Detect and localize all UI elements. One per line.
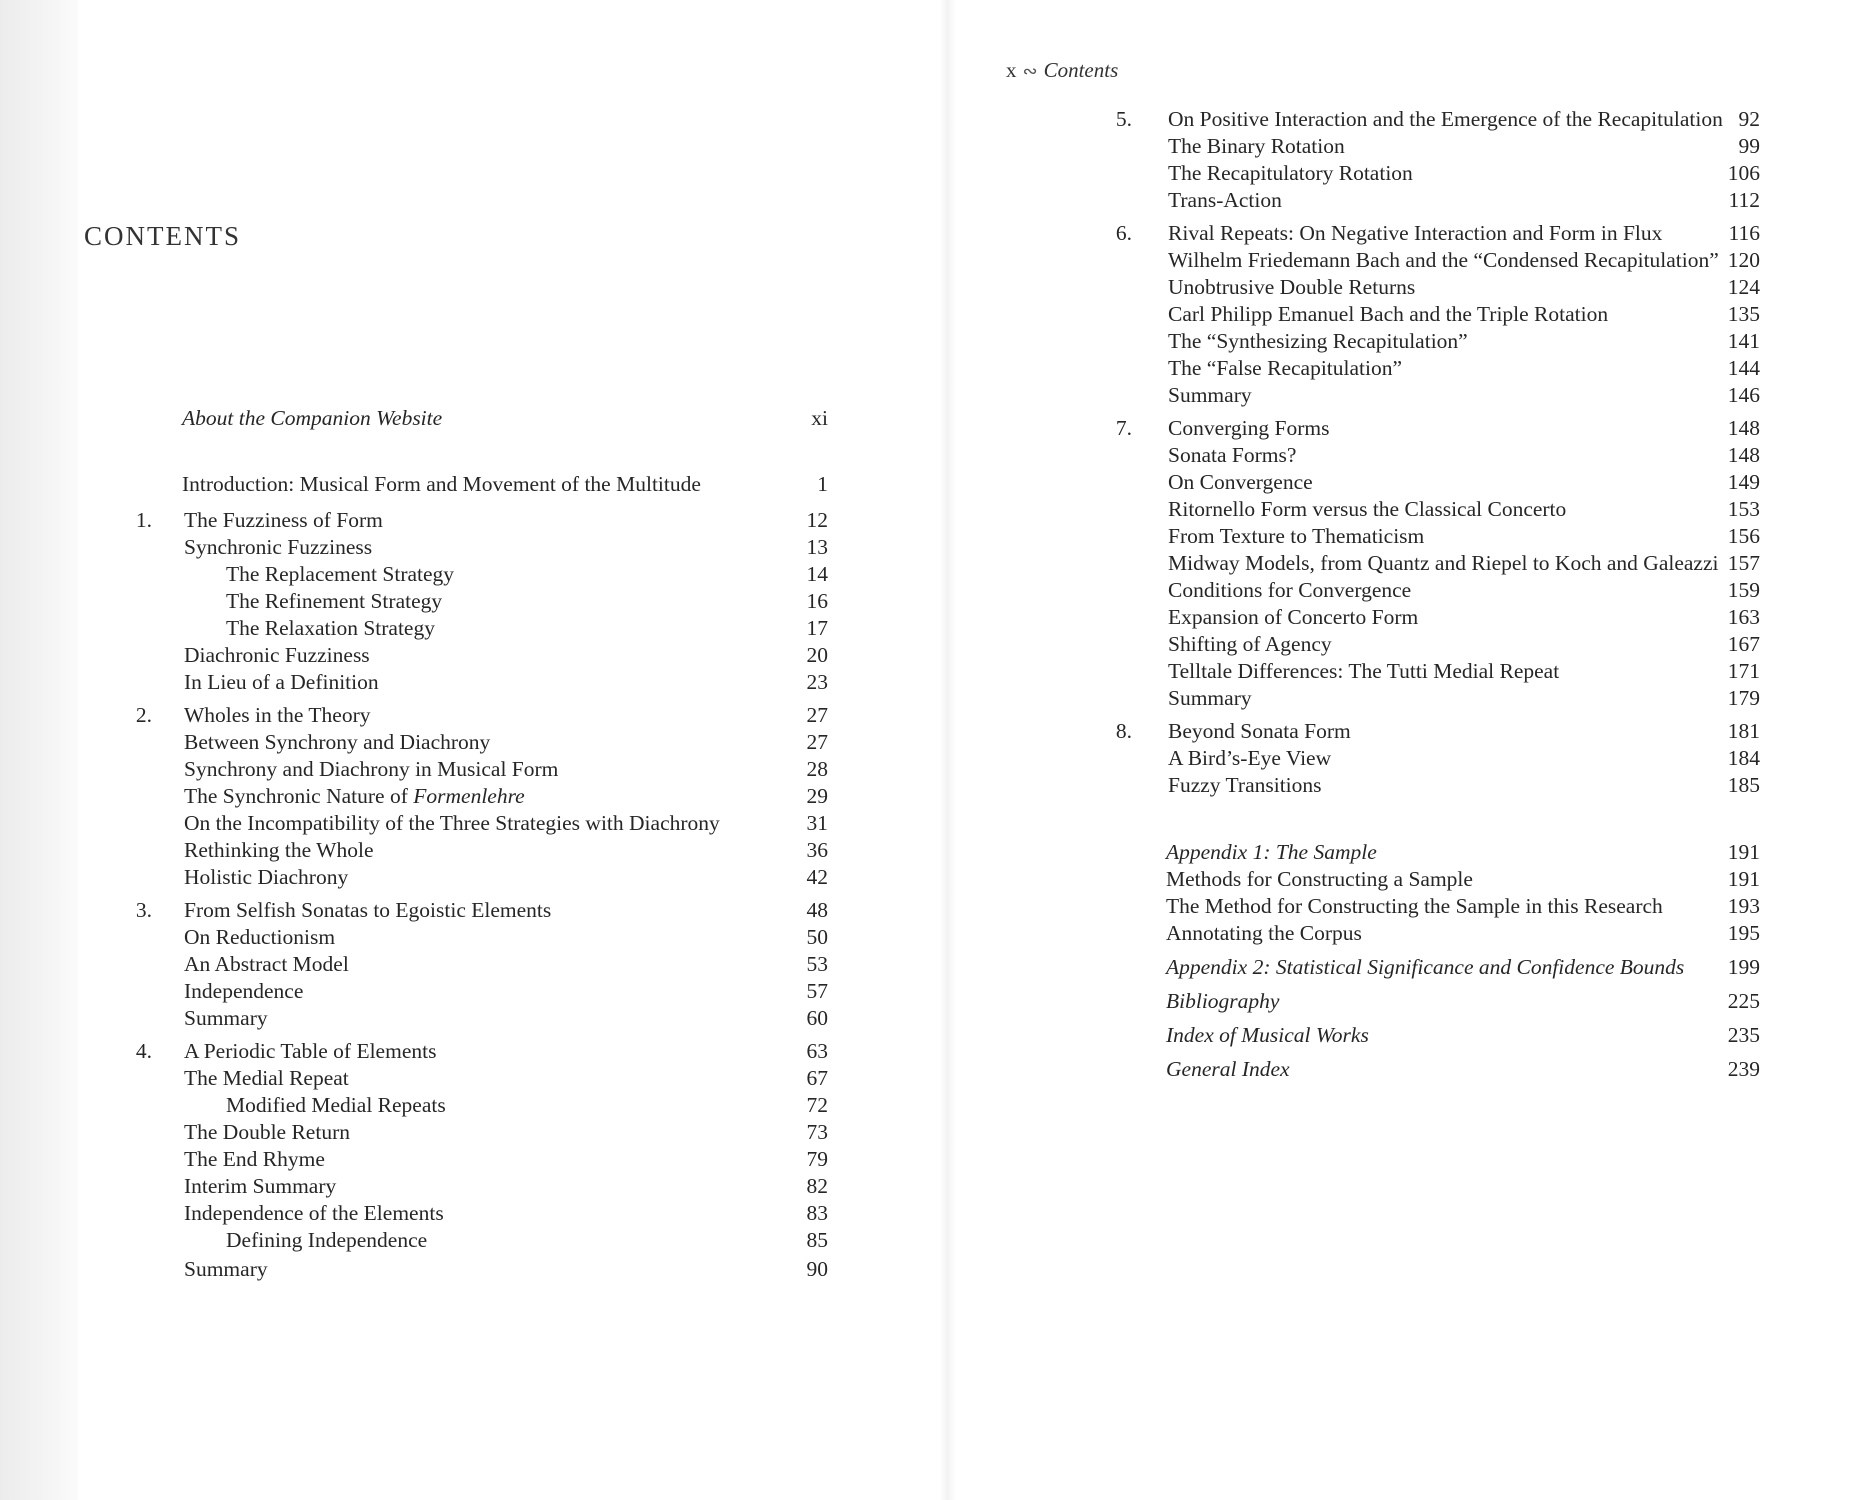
page-number: 225: [1727, 989, 1760, 1013]
page-number: 141: [1727, 329, 1760, 353]
entry-title: The Fuzziness of Form: [184, 508, 383, 532]
chapter-number: 6.: [1115, 221, 1132, 245]
toc-entry-sec: [956, 301, 1858, 327]
page-number: 120: [1727, 248, 1760, 272]
toc-entry-sec: [956, 577, 1858, 603]
toc-entry-sec: [956, 274, 1858, 300]
toc-entry-sec: [956, 658, 1858, 684]
toc-entry-sec: [956, 328, 1858, 354]
entry-title: Interim Summary: [184, 1174, 337, 1198]
page-number: 135: [1727, 302, 1760, 326]
toc-entry-sec: [78, 864, 940, 890]
page-number: 106: [1727, 161, 1760, 185]
entry-title: Sonata Forms?: [1168, 443, 1297, 467]
chapter-number: 7.: [1115, 416, 1132, 440]
ornament-icon: ∾: [1022, 61, 1038, 81]
toc-entry-front: [78, 471, 940, 497]
page-number: 27: [806, 703, 828, 727]
entry-title: Telltale Differences: The Tutti Medial Repeat: [1168, 659, 1560, 683]
toc-entry-chapter: [78, 702, 940, 728]
entry-title: Independence: [184, 979, 304, 1003]
page-number: 82: [806, 1174, 828, 1198]
entry-title: The “Synthesizing Recapitulation”: [1168, 329, 1468, 353]
page-number: 148: [1727, 416, 1760, 440]
entry-title: A Bird’s-Eye View: [1168, 746, 1332, 770]
entry-title: Bibliography: [1166, 989, 1280, 1013]
entry-title: General Index: [1166, 1057, 1290, 1081]
book-gutter: [940, 0, 956, 1500]
page-number: 1: [817, 472, 828, 496]
entry-title: Summary: [184, 1006, 268, 1030]
page-number: 48: [806, 898, 828, 922]
toc-entry-back: [956, 839, 1858, 865]
page-number: 171: [1727, 659, 1760, 683]
chapter-number: 2.: [135, 703, 152, 727]
entry-title: On Reductionism: [184, 925, 336, 949]
page-number: 157: [1727, 551, 1760, 575]
page-number: 50: [806, 925, 828, 949]
entry-title: The “False Recapitulation”: [1168, 356, 1403, 380]
toc-entry-back: [956, 920, 1858, 946]
page-number: 167: [1727, 632, 1760, 656]
page-number: 99: [1738, 134, 1760, 158]
toc-entry-sec: [956, 496, 1858, 522]
toc-entry-back: [956, 988, 1858, 1014]
toc-entry-sec: [78, 756, 940, 782]
entry-title: Methods for Constructing a Sample: [1166, 867, 1473, 891]
entry-title: Midway Models, from Quantz and Riepel to Koch and Galeazzi: [1168, 551, 1719, 575]
page-number: 12: [806, 508, 828, 532]
toc-entry-chapter: [956, 106, 1858, 132]
page-number: 31: [806, 811, 828, 835]
page-number: 181: [1727, 719, 1760, 743]
page-number: 92: [1738, 107, 1760, 131]
toc-entry-sec: [78, 924, 940, 950]
page-number: 57: [806, 979, 828, 1003]
page-number: 193: [1727, 894, 1760, 918]
toc-entry-sub: [78, 1227, 940, 1253]
chapter-number: 3.: [135, 898, 152, 922]
toc-entry-sec: [956, 469, 1858, 495]
entry-title: The Replacement Strategy: [226, 562, 455, 586]
toc-entry-sec: [956, 355, 1858, 381]
entry-title: Expansion of Concerto Form: [1168, 605, 1419, 629]
page-number: 191: [1727, 867, 1760, 891]
entry-title: The Double Return: [184, 1120, 350, 1144]
entry-title: An Abstract Model: [184, 952, 349, 976]
toc-entry-sec: [78, 534, 940, 560]
entry-title: Fuzzy Transitions: [1168, 773, 1322, 797]
entry-title: The Synchronic Nature of Formenlehre: [184, 784, 525, 808]
toc-entry-chapter: [956, 415, 1858, 441]
entry-title: Trans-Action: [1168, 188, 1282, 212]
page-number: 159: [1727, 578, 1760, 602]
entry-title: Index of Musical Works: [1166, 1023, 1369, 1047]
entry-title: Rival Repeats: On Negative Interaction and Form in Flux: [1168, 221, 1663, 245]
entry-title: Wilhelm Friedemann Bach and the “Condensed Recapitulation”: [1168, 248, 1719, 272]
page-number: 124: [1727, 275, 1760, 299]
page-number: 185: [1727, 773, 1760, 797]
toc-entry-sec: [956, 187, 1858, 213]
entry-title: On Positive Interaction and the Emergence of the Recapitulation: [1168, 107, 1723, 131]
toc-entry-sec: [956, 745, 1858, 771]
entry-title: The Medial Repeat: [184, 1066, 349, 1090]
page-number: 20: [806, 643, 828, 667]
toc-entry-back: [956, 866, 1858, 892]
toc-entry-front: [78, 405, 940, 431]
entry-title: Synchronic Fuzziness: [184, 535, 373, 559]
page-number: 29: [806, 784, 828, 808]
page-number: 179: [1727, 686, 1760, 710]
chapter-number: 1.: [135, 508, 152, 532]
page-number: 23: [806, 670, 828, 694]
left-page: [78, 0, 940, 1500]
entry-title: About the Companion Website: [182, 406, 443, 430]
page-number: 144: [1727, 356, 1760, 380]
toc-entry-sec: [78, 1146, 940, 1172]
entry-title: Beyond Sonata Form: [1168, 719, 1351, 743]
page-number: 73: [806, 1120, 828, 1144]
entry-title: A Periodic Table of Elements: [184, 1039, 437, 1063]
toc-entry-sec: [956, 160, 1858, 186]
toc-entry-chapter: [956, 718, 1858, 744]
entry-title: From Selfish Sonatas to Egoistic Elements: [184, 898, 552, 922]
page-number: 239: [1727, 1057, 1760, 1081]
page-number: 67: [806, 1066, 828, 1090]
entry-title: Holistic Diachrony: [184, 865, 349, 889]
toc-entry-back: [956, 954, 1858, 980]
toc-entry-chapter: [78, 897, 940, 923]
toc-entry-sec: [78, 951, 940, 977]
toc-entry-sec: [78, 669, 940, 695]
toc-entry-sec: [956, 772, 1858, 798]
toc-entry-sub: [78, 615, 940, 641]
entry-title: Carl Philipp Emanuel Bach and the Triple Rotation: [1168, 302, 1609, 326]
page-number: 42: [806, 865, 828, 889]
page-number: 116: [1728, 221, 1760, 245]
page-number: 195: [1727, 921, 1760, 945]
toc-entry-sec: [78, 1119, 940, 1145]
page-number: 27: [806, 730, 828, 754]
entry-title: In Lieu of a Definition: [184, 670, 379, 694]
entry-title: The Recapitulatory Rotation: [1168, 161, 1413, 185]
entry-title: Shifting of Agency: [1168, 632, 1332, 656]
page-number: 16: [806, 589, 828, 613]
entry-title: Summary: [184, 1257, 268, 1281]
entry-title: Between Synchrony and Diachrony: [184, 730, 491, 754]
page-number: 13: [806, 535, 828, 559]
toc-entry-sec: [956, 631, 1858, 657]
entry-title: On Convergence: [1168, 470, 1313, 494]
entry-title: Unobtrusive Double Returns: [1168, 275, 1416, 299]
page-number: 148: [1727, 443, 1760, 467]
toc-entry-sec: [956, 550, 1858, 576]
page-number: 72: [806, 1093, 828, 1117]
toc-entry-sec: [956, 133, 1858, 159]
toc-list-right: [956, 0, 1858, 1500]
toc-entry-chapter: [956, 220, 1858, 246]
page-number: 90: [806, 1257, 828, 1281]
page-number: 53: [806, 952, 828, 976]
toc-entry-sec: [956, 382, 1858, 408]
page-number: 184: [1727, 746, 1760, 770]
page-number: 146: [1727, 383, 1760, 407]
entry-title: Independence of the Elements: [184, 1201, 444, 1225]
entry-title: Appendix 2: Statistical Significance and Confidence Bounds: [1166, 955, 1685, 979]
page-number: 191: [1727, 840, 1760, 864]
page-number: 199: [1727, 955, 1760, 979]
toc-entry-sec: [956, 604, 1858, 630]
toc-entry-back: [956, 1056, 1858, 1082]
entry-title: The Binary Rotation: [1168, 134, 1345, 158]
entry-title-italic: Formenlehre: [413, 784, 525, 808]
page-number: 14: [806, 562, 828, 586]
toc-entry-sub: [78, 588, 940, 614]
entry-title: Summary: [1168, 686, 1252, 710]
page-number: 17: [806, 616, 828, 640]
page-number: 149: [1727, 470, 1760, 494]
chapter-number: 4.: [135, 1039, 152, 1063]
page-number: 156: [1727, 524, 1760, 548]
toc-entry-back: [956, 1022, 1858, 1048]
toc-entry-chapter: [78, 507, 940, 533]
toc-entry-sec: [956, 247, 1858, 273]
chapter-number: 5.: [1115, 107, 1132, 131]
entry-title: Introduction: Musical Form and Movement of the Multitude: [182, 472, 701, 496]
entry-title: Diachronic Fuzziness: [184, 643, 370, 667]
toc-entry-sec: [78, 1005, 940, 1031]
running-head-label: Contents: [1043, 58, 1119, 82]
page-number: 79: [806, 1147, 828, 1171]
page-number: xi: [811, 406, 828, 430]
toc-entry-sec: [78, 1256, 940, 1282]
entry-title: Defining Independence: [226, 1228, 428, 1252]
entry-title: The Relaxation Strategy: [226, 616, 435, 640]
folio-number: x: [1006, 58, 1017, 82]
entry-title: Conditions for Convergence: [1168, 578, 1412, 602]
entry-title: Converging Forms: [1168, 416, 1330, 440]
page-number: 63: [806, 1039, 828, 1063]
chapter-number: 8.: [1115, 719, 1132, 743]
toc-list-left: [78, 0, 940, 1500]
entry-title: Annotating the Corpus: [1166, 921, 1362, 945]
toc-entry-sec: [78, 1065, 940, 1091]
toc-entry-sec: [956, 523, 1858, 549]
page-number: 153: [1727, 497, 1760, 521]
toc-entry-sec: [956, 685, 1858, 711]
entry-title: The Method for Constructing the Sample in this Research: [1166, 894, 1663, 918]
entry-title: The Refinement Strategy: [226, 589, 443, 613]
page-number: 235: [1727, 1023, 1760, 1047]
entry-title: Appendix 1: The Sample: [1166, 840, 1377, 864]
toc-entry-sec: [956, 442, 1858, 468]
previous-page-edge: [0, 0, 78, 1500]
entry-title: Wholes in the Theory: [184, 703, 371, 727]
page-number: 83: [806, 1201, 828, 1225]
page-number: 36: [806, 838, 828, 862]
entry-title: Synchrony and Diachrony in Musical Form: [184, 757, 559, 781]
page-number: 163: [1727, 605, 1760, 629]
page-number: 60: [806, 1006, 828, 1030]
toc-entry-sec: [78, 978, 940, 1004]
entry-title: The End Rhyme: [184, 1147, 325, 1171]
page-title: CONTENTS: [84, 221, 241, 251]
page-number: 85: [806, 1228, 828, 1252]
toc-entry-sec: [78, 642, 940, 668]
toc-entry-sub: [78, 1092, 940, 1118]
entry-title: Modified Medial Repeats: [226, 1093, 446, 1117]
toc-entry-sec: [78, 837, 940, 863]
toc-entry-chapter: [78, 1038, 940, 1064]
toc-entry-sec: [78, 1173, 940, 1199]
toc-entry-sec: [78, 810, 940, 836]
entry-title: Rethinking the Whole: [184, 838, 374, 862]
toc-entry-sec: [78, 783, 940, 809]
entry-title: Summary: [1168, 383, 1252, 407]
toc-entry-sec: [78, 1200, 940, 1226]
entry-title: Ritornello Form versus the Classical Concerto: [1168, 497, 1567, 521]
toc-entry-sub: [78, 561, 940, 587]
toc-entry-back: [956, 893, 1858, 919]
page-number: 112: [1728, 188, 1760, 212]
entry-title: On the Incompatibility of the Three Strategies with Diachrony: [184, 811, 720, 835]
right-page: [956, 0, 1858, 1500]
page-number: 28: [806, 757, 828, 781]
entry-title: From Texture to Thematicism: [1168, 524, 1425, 548]
toc-entry-sec: [78, 729, 940, 755]
